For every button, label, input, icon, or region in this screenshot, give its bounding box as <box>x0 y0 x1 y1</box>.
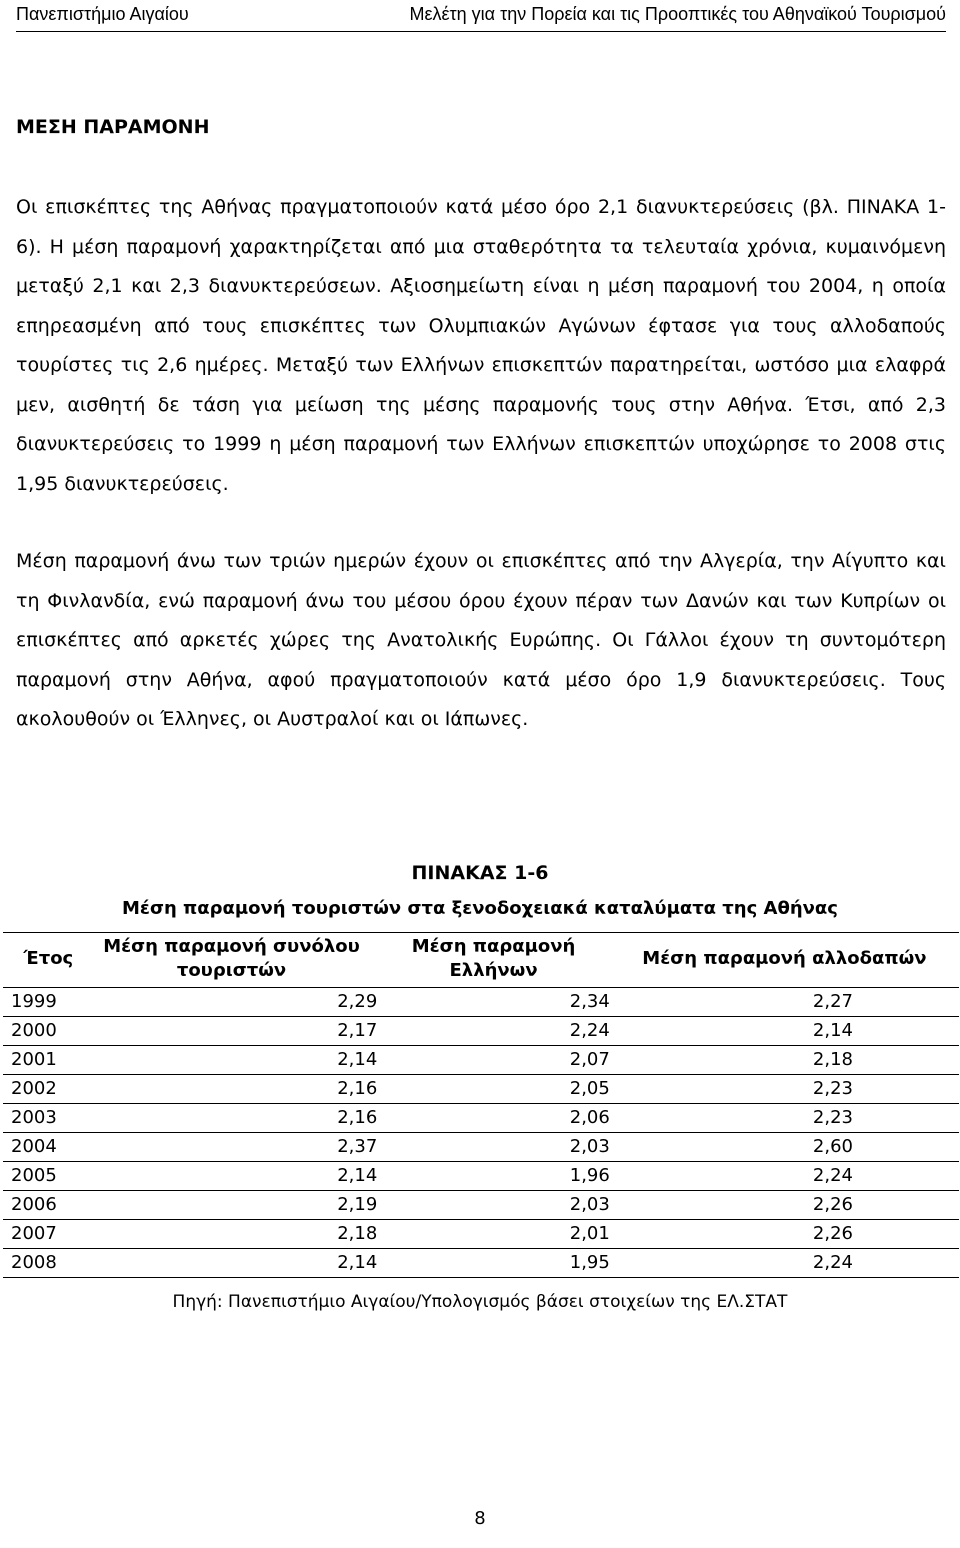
cell-total: 2,16 <box>86 1104 378 1133</box>
cell-total: 2,18 <box>86 1220 378 1249</box>
cell-foreign: 2,14 <box>610 1017 959 1046</box>
cell-foreign: 2,24 <box>610 1162 959 1191</box>
cell-foreign: 2,23 <box>610 1104 959 1133</box>
paragraph-2: Μέση παραμονή άνω των τριών ημερών έχουν οι επισκέπτες από την Αλγερία, την Αίγυπτο και τη Φινλανδία, ενώ παραμονή άνω του μέσου όρου έχουν πέραν των Δανών και των Κυπρίων οι επισκέπτες από αρκετές χώρες της Ανατολικής Ευρώπης. Οι Γάλλοι έχουν τη συντομότερη παραμονή στην Αθήνα, αφού πραγματοποιούν κατά μέσο όρο 1,9 διανυκτερεύσεις. Τους ακολουθούν οι Έλληνες, οι Αυστραλοί και οι Ιάπωνες. <box>16 550 946 730</box>
cell-foreign: 2,23 <box>610 1075 959 1104</box>
cell-total: 2,16 <box>86 1075 378 1104</box>
header-total: Μέση παραμονή συνόλου τουριστών <box>103 936 360 981</box>
table-row <box>3 1249 959 1278</box>
table-row <box>3 1191 959 1220</box>
cell-greek: 2,03 <box>377 1133 610 1162</box>
table-row <box>3 1162 959 1191</box>
header-year: Έτος <box>23 948 74 969</box>
table-row <box>3 1075 959 1104</box>
cell-total: 2,29 <box>86 988 378 1017</box>
cell-year: 2003 <box>3 1104 86 1133</box>
cell-year: 2000 <box>3 1017 86 1046</box>
cell-greek: 2,05 <box>377 1075 610 1104</box>
cell-year: 2002 <box>3 1075 86 1104</box>
cell-foreign: 2,60 <box>610 1133 959 1162</box>
header-foreign: Μέση παραμονή αλλοδαπών <box>642 948 927 969</box>
cell-greek: 2,03 <box>377 1191 610 1220</box>
paragraph-1: Οι επισκέπτες της Αθήνας πραγματοποιούν κατά μέσο όρο 2,1 διανυκτερεύσεις (βλ. ΠΙΝΑΚΑ 1-6). Η μέση παραμονή χαρακτηρίζεται από μια σταθερότητα τα τελευταία χρόνια, κυμαινόμενη μεταξύ 2,1 και 2,3 διανυκτερεύσεων. Αξιοσημείωτη είναι η μέση παραμονή του 2004, η οποία επηρεασμένη από τους επισκέπτες των Ολυμπιακών Αγώνων έφτασε για τους αλλοδαπούς τουρίστες τις 2,6 ημέρες. Μεταξύ των Ελλήνων επισκεπτών παρατηρείται, ωστόσο μια ελαφρά μεν, αισθητή δε τάση για μείωση της μέσης παραμονής τους στην Αθήνα. Έτσι, από 2,3 διανυκτερεύσεις το 1999 η μέση παραμονή των Ελλήνων επισκεπτών υποχώρησε το 2008 στις 1,95 διανυκτερεύσεις. <box>16 196 946 495</box>
cell-year: 2006 <box>3 1191 86 1220</box>
source-note: Πηγή: Πανεπιστήμιο Αιγαίου/Υπολογισμός βάσει στοιχείων της ΕΛ.ΣΤΑΤ <box>172 1292 788 1312</box>
cell-greek: 1,96 <box>377 1162 610 1191</box>
cell-foreign: 2,27 <box>610 988 959 1017</box>
header-study-title: Μελέτη για την Πορεία και τις Προοπτικές του Αθηναϊκού Τουρισμού <box>409 4 946 24</box>
table-row <box>3 1046 959 1075</box>
table-row <box>3 1104 959 1133</box>
stay-table <box>3 932 959 1278</box>
table-header-row <box>3 933 959 988</box>
cell-total: 2,19 <box>86 1191 378 1220</box>
cell-year: 2007 <box>3 1220 86 1249</box>
cell-foreign: 2,18 <box>610 1046 959 1075</box>
table-number: ΠΙΝΑΚΑΣ 1-6 <box>411 862 549 884</box>
cell-year: 2004 <box>3 1133 86 1162</box>
cell-greek: 2,07 <box>377 1046 610 1075</box>
section-title: ΜΕΣΗ ΠΑΡΑΜΟΝΗ <box>16 116 210 138</box>
page-number: 8 <box>474 1508 486 1529</box>
cell-total: 2,14 <box>86 1162 378 1191</box>
cell-total: 2,14 <box>86 1249 378 1278</box>
header-institution: Πανεπιστήμιο Αιγαίου <box>16 4 189 24</box>
cell-greek: 2,01 <box>377 1220 610 1249</box>
running-header <box>16 4 946 32</box>
table-row <box>3 1133 959 1162</box>
header-greek: Μέση παραμονή Ελλήνων <box>411 936 576 981</box>
cell-year: 2005 <box>3 1162 86 1191</box>
cell-greek: 2,24 <box>377 1017 610 1046</box>
cell-year: 2001 <box>3 1046 86 1075</box>
table-row <box>3 1017 959 1046</box>
cell-greek: 1,95 <box>377 1249 610 1278</box>
table-row <box>3 988 959 1017</box>
table-row <box>3 1220 959 1249</box>
cell-total: 2,37 <box>86 1133 378 1162</box>
cell-foreign: 2,26 <box>610 1220 959 1249</box>
cell-foreign: 2,26 <box>610 1191 959 1220</box>
cell-year: 1999 <box>3 988 86 1017</box>
cell-total: 2,14 <box>86 1046 378 1075</box>
table-caption: Μέση παραμονή τουριστών στα ξενοδοχειακά καταλύματα της Αθήνας <box>122 898 838 919</box>
cell-foreign: 2,24 <box>610 1249 959 1278</box>
cell-total: 2,17 <box>86 1017 378 1046</box>
cell-year: 2008 <box>3 1249 86 1278</box>
cell-greek: 2,34 <box>377 988 610 1017</box>
cell-greek: 2,06 <box>377 1104 610 1133</box>
